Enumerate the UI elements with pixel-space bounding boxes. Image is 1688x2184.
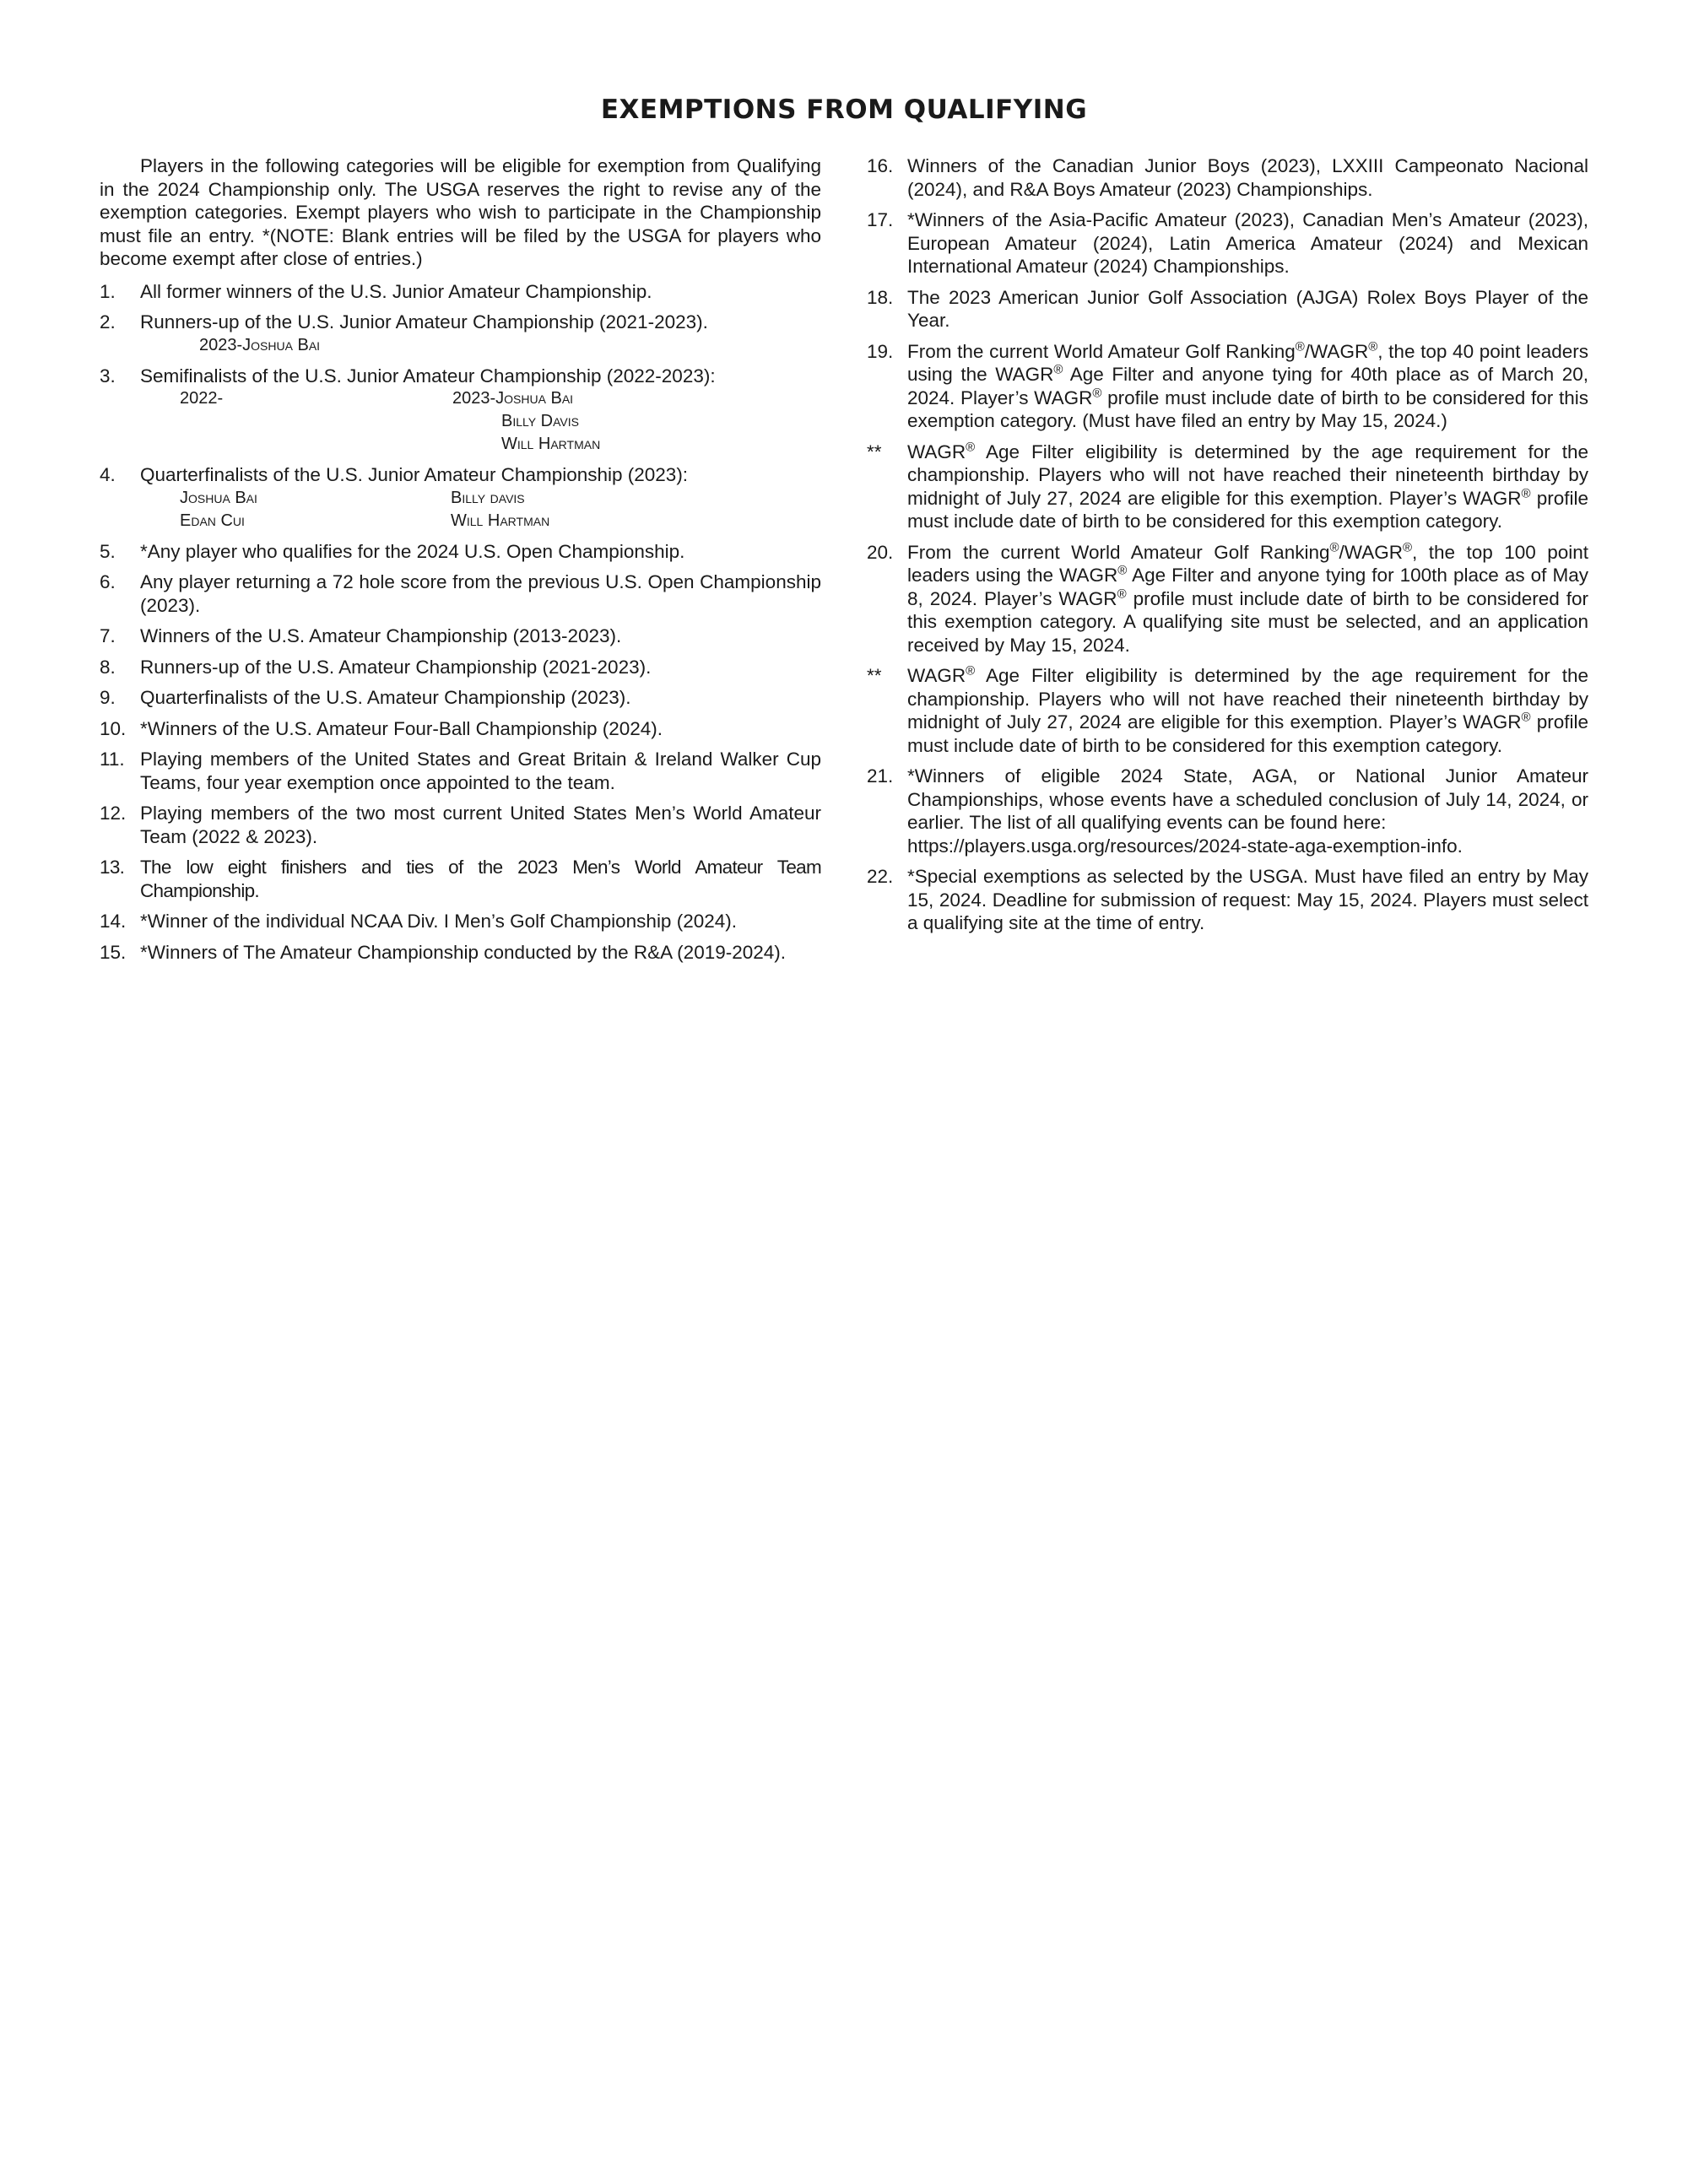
item-text: *Winner of the individual NCAA Div. I Men’s Golf Championship (2024).	[140, 911, 737, 932]
item-text-part: , the top 100 point leaders using the WAGR	[907, 541, 1588, 586]
registered-mark: ®	[1117, 587, 1127, 601]
item-text: Runners-up of the U.S. Junior Amateur Championship (2021-2023).	[140, 311, 708, 332]
item-text: Winners of the Canadian Junior Boys (2023), LXXIII Campeonato Nacional (2024), and R&A Boys Amateur (2023) Championships.	[907, 155, 1588, 200]
exemption-item-18	[867, 286, 1588, 332]
item-number: 19.	[867, 340, 894, 362]
registered-mark: ®	[1368, 339, 1378, 354]
item-number: 4.	[100, 464, 116, 485]
player-list	[140, 387, 821, 456]
exemption-item-17	[867, 208, 1588, 278]
item-text: All former winners of the U.S. Junior Amateur Championship.	[140, 280, 652, 302]
registered-mark: ®	[1521, 710, 1531, 725]
item-text-part: From the current World Amateur Golf Ranking	[907, 541, 1330, 563]
item-text-part: WAGR	[907, 665, 966, 686]
item-text: *Winners of eligible 2024 State, AGA, or National Junior Amateur Championships, whose events have a scheduled conclusion of July 14, 2024, or earlier. The list of all qualifying events can be found here:	[907, 765, 1588, 833]
item-text: *Winners of The Amateur Championship conducted by the R&A (2019-2024).	[140, 941, 787, 963]
item-number: 11.	[100, 749, 125, 770]
registered-mark: ®	[966, 663, 976, 678]
registered-mark: ®	[1521, 486, 1531, 500]
item-text: *Winners of the Asia-Pacific Amateur (2023), Canadian Men’s Amateur (2023), European Amateur (2024), Latin America Amateur (2024) and Mexican International Amateur (2024) Championships.	[907, 209, 1588, 277]
item-text-part: profile must include date of birth to be considered for this exemption category. (Must have filed an entry by May 15, 2024.)	[907, 387, 1588, 431]
player-name: 2023-Joshua Bai	[199, 335, 321, 354]
item-number: 16.	[867, 155, 894, 176]
item-number: 2.	[100, 311, 116, 332]
player-name: Will Hartman	[501, 435, 601, 453]
intro-paragraph: Players in the following categories will be eligible for exemption from Qualifying in the 2024 Championship only. The USGA reserves the right to revise any of the exemption categories. Exempt players who wish to participate in the Championship must file an entry. *(NOTE: Blank entries will be filed by the USGA for players who become exempt after close of entries.)	[100, 155, 821, 269]
player-list	[140, 487, 821, 532]
item-text-part: Age Filter and anyone tying for 40th place as of March 20, 2024. Player’s WAGR	[907, 364, 1588, 408]
item-text-part: /WAGR	[1304, 340, 1369, 362]
registered-mark: ®	[1117, 563, 1128, 578]
item-number: 10.	[100, 717, 127, 739]
item-number: 17.	[867, 209, 894, 230]
exemption-item-16	[867, 154, 1588, 201]
item-text: Any player returning a 72 hole score from the previous U.S. Open Championship (2023).	[140, 571, 821, 616]
page-title: EXEMPTIONS FROM QUALIFYING	[600, 95, 1088, 125]
item-number: 5.	[100, 540, 116, 562]
item-text-part: WAGR	[907, 441, 966, 462]
item-text-part: Age Filter and anyone tying for 100th place as of May 8, 2024. Player’s WAGR	[907, 565, 1588, 609]
exemption-info-link[interactable]: https://players.usga.org/resources/2024-state-aga-exemption-info.	[907, 835, 1463, 857]
item-number: 18.	[867, 286, 894, 308]
item-number: 22.	[867, 866, 894, 887]
item-number: 15.	[100, 941, 127, 963]
exemption-item-11	[100, 748, 821, 794]
exemption-item-13	[100, 856, 821, 902]
item-number: 21.	[867, 765, 894, 787]
exemption-item-9	[100, 686, 821, 710]
item-text: Playing members of the two most current United States Men’s World Amateur Team (2022 & 2023).	[140, 803, 821, 847]
exemption-item-15	[100, 941, 821, 965]
registered-mark: ®	[1092, 386, 1102, 400]
exemption-item-3	[100, 365, 821, 457]
exemption-item-19	[867, 340, 1588, 433]
item-text: The 2023 American Junior Golf Association (AJGA) Rolex Boys Player of the Year.	[907, 286, 1588, 331]
item-number: 9.	[100, 687, 116, 708]
item-number: 8.	[100, 656, 116, 678]
item-number: 13.	[100, 857, 125, 878]
exemption-item-2	[100, 311, 821, 357]
player-name: Joshua Bai	[180, 488, 257, 507]
exemption-item-12	[100, 802, 821, 848]
player-name: Billy Davis	[501, 412, 579, 430]
exemption-item-1	[100, 280, 821, 304]
registered-mark: ®	[966, 440, 976, 454]
exemption-item-7	[100, 624, 821, 648]
item-text: *Winners of the U.S. Amateur Four-Ball Championship (2024).	[140, 717, 663, 739]
item-text: Quarterfinalists of the U.S. Junior Amateur Championship (2023):	[140, 464, 689, 485]
item-number: 7.	[100, 625, 116, 646]
item-text: *Any player who qualifies for the 2024 U.S. Open Championship.	[140, 540, 685, 562]
exemption-item-22	[867, 865, 1588, 935]
item-text: Winners of the U.S. Amateur Championship (2013-2023).	[140, 625, 622, 646]
item-text: Runners-up of the U.S. Amateur Championship (2021-2023).	[140, 656, 652, 678]
item-text-part: Age Filter eligibility is determined by the age requirement for the championship. Players who will not have reached their nineteenth birthday by midnight of July 27, 2024 are eligible for this exemption. Player’s WAGR	[907, 441, 1588, 509]
year-label: 2022-	[180, 389, 224, 408]
registered-mark: ®	[1053, 362, 1063, 377]
item-text-part: profile must include date of birth to be considered for this exemption category.	[907, 711, 1588, 756]
item-number: 1.	[100, 280, 116, 302]
exemption-item-6	[100, 570, 821, 617]
item-text-part: profile must include date of birth to be considered for this exemption category. A qualifying site must be selected, and an application received by May 15, 2024.	[907, 587, 1588, 656]
item-text: Playing members of the United States and Great Britain & Ireland Walker Cup Teams, four year exemption once appointed to the team.	[140, 749, 821, 793]
item-number: 6.	[100, 571, 116, 592]
registered-mark: ®	[1329, 540, 1339, 554]
item-number: 20.	[867, 541, 894, 563]
player-list	[140, 334, 821, 357]
item-number: 12.	[100, 803, 127, 824]
exemption-item-4	[100, 463, 821, 532]
exemption-item-21	[867, 765, 1588, 857]
player-name: 2023-Joshua Bai	[452, 389, 574, 408]
player-name: Billy davis	[451, 488, 525, 507]
exemption-item-10	[100, 717, 821, 741]
item-text: The low eight finishers and ties of the 2023 Men’s World Amateur Team Championship.	[140, 857, 821, 901]
registered-mark: ®	[1402, 540, 1413, 554]
item-text-part: From the current World Amateur Golf Ranking	[907, 340, 1296, 362]
item-text-part: , the top 40 point leaders using the WAGR	[907, 340, 1588, 385]
note-marker: **	[867, 665, 882, 686]
exemption-item-20	[867, 541, 1588, 657]
item-text: *Special exemptions as selected by the USGA. Must have filed an entry by May 15, 2024. Deadline for submission of request: May 15, 2024. Players must select a qualifying site at the time of entry.	[907, 866, 1588, 933]
item-number: 14.	[100, 911, 127, 932]
left-column	[100, 154, 821, 971]
item-text-part: profile must include date of birth to be considered for this exemption category.	[907, 487, 1588, 532]
item-number: 3.	[100, 365, 116, 387]
note-marker: **	[867, 441, 882, 462]
item-text-part: /WAGR	[1339, 541, 1403, 563]
player-name: Will Hartman	[451, 511, 550, 530]
exemption-item-5	[100, 540, 821, 564]
exemption-item-8	[100, 656, 821, 679]
exemption-item-14	[100, 910, 821, 933]
registered-mark: ®	[1295, 339, 1305, 354]
item-text: Semifinalists of the U.S. Junior Amateur Championship (2022-2023):	[140, 365, 716, 387]
exemption-note-20	[867, 664, 1588, 757]
exemption-note-19	[867, 441, 1588, 533]
item-text: Quarterfinalists of the U.S. Amateur Championship (2023).	[140, 687, 631, 708]
item-text-part: Age Filter eligibility is determined by the age requirement for the championship. Players who will not have reached their nineteenth birthday by midnight of July 27, 2024 are eligible for this exemption. Player’s WAGR	[907, 665, 1588, 733]
right-column	[867, 154, 1588, 943]
player-name: Edan Cui	[180, 511, 245, 530]
